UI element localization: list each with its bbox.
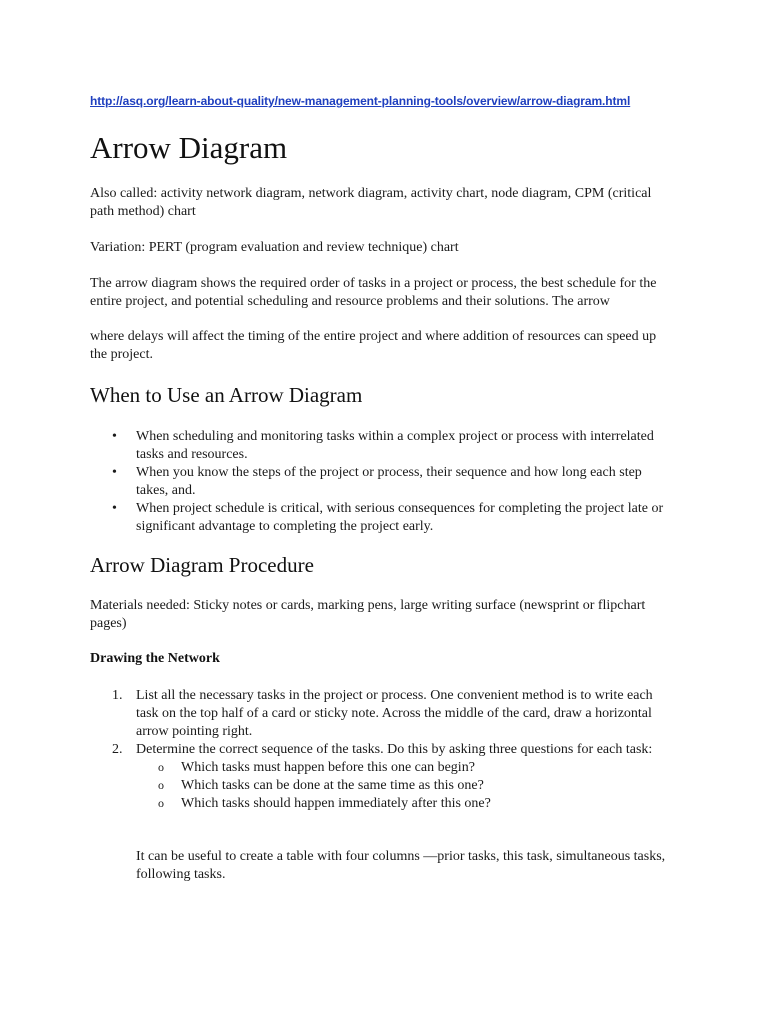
- sub-list-item: [136, 759, 665, 777]
- also-called-paragraph: Also called: activity network diagram, network diagram, activity chart, node diagram, CPM (critical path method) chart: [90, 186, 652, 219]
- page-title: Arrow Diagram: [90, 130, 288, 165]
- variation-paragraph: Variation: PERT (program evaluation and review technique) chart: [90, 240, 459, 255]
- circle-bullet-icon: o: [158, 760, 164, 774]
- list-item: [90, 687, 665, 741]
- source-link[interactable]: http://asq.org/learn-about-quality/new-management-planning-tools/overview/arrow-diagram.html: [90, 94, 631, 108]
- when-to-use-list: [90, 428, 665, 536]
- bullet-icon: •: [112, 501, 117, 516]
- sub-list-item-text: Which tasks should happen immediately after this one?: [181, 796, 491, 811]
- list-item: [90, 500, 665, 536]
- when-to-use-heading: When to Use an Arrow Diagram: [90, 383, 363, 407]
- step-number: 1.: [112, 688, 123, 703]
- drawing-network-heading: Drawing the Network: [90, 651, 220, 666]
- circle-bullet-icon: o: [158, 778, 164, 792]
- circle-bullet-icon: o: [158, 796, 164, 810]
- sub-list-item: [136, 777, 665, 795]
- bullet-icon: •: [112, 429, 117, 444]
- procedure-steps-list: [90, 687, 665, 813]
- materials-paragraph: Materials needed: Sticky notes or cards, marking pens, large writing surface (newsprint or flipchart pages): [90, 598, 646, 631]
- list-item-text: When scheduling and monitoring tasks within a complex project or process with interrelated tasks and resources.: [136, 429, 654, 462]
- list-item: [90, 741, 665, 813]
- intro-paragraph-1: The arrow diagram shows the required order of tasks in a project or process, the best schedule for the entire project, and potential scheduling and resource problems and their solutions. The arrow: [90, 276, 657, 309]
- list-item: [90, 464, 665, 500]
- list-item-text: When project schedule is critical, with serious consequences for completing the project late or significant advantage to completing the project early.: [136, 501, 664, 534]
- step-number: 2.: [112, 742, 123, 757]
- list-item: [90, 428, 665, 464]
- step-text: List all the necessary tasks in the project or process. One convenient method is to write each task on the top half of a card or sticky note. Across the middle of the card, draw a horizontal arrow pointing right.: [136, 688, 653, 739]
- sub-question-list: [136, 759, 665, 813]
- sub-list-item-text: Which tasks can be done at the same time as this one?: [181, 778, 484, 793]
- followup-paragraph: It can be useful to create a table with four columns —prior tasks, this task, simultaneous tasks, following tasks.: [136, 849, 666, 882]
- list-item-text: When you know the steps of the project or process, their sequence and how long each step takes, and.: [136, 465, 642, 498]
- sub-list-item: [136, 795, 665, 813]
- bullet-icon: •: [112, 465, 117, 480]
- step-text: Determine the correct sequence of the tasks. Do this by asking three questions for each task:: [136, 742, 653, 757]
- procedure-heading: Arrow Diagram Procedure: [90, 553, 314, 577]
- intro-paragraph-2: where delays will affect the timing of the entire project and where addition of resources can speed up the project.: [90, 329, 657, 362]
- sub-list-item-text: Which tasks must happen before this one can begin?: [181, 760, 475, 775]
